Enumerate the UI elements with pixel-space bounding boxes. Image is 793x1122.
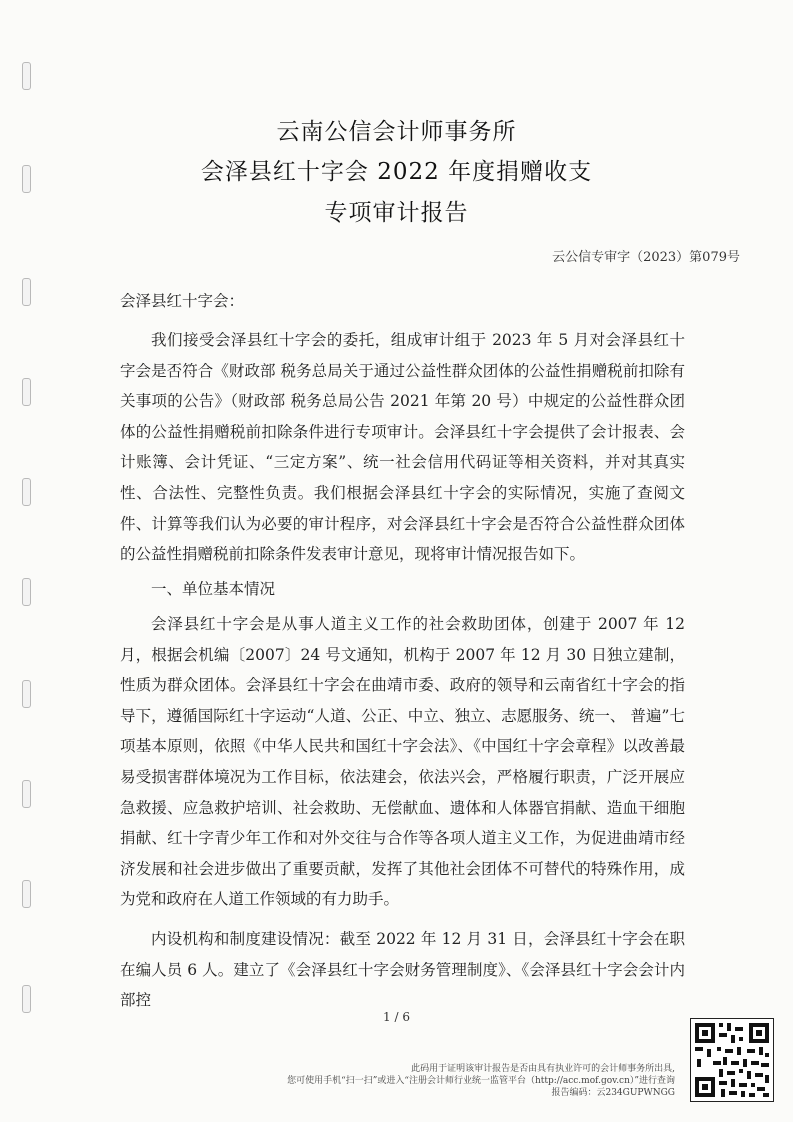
binding-hole xyxy=(22,378,31,406)
report-subtitle: 会泽县红十字会 2022 年度捐赠收支 xyxy=(200,159,593,185)
verification-instructions: 您可使用手机“扫一扫”或进入“注册会计师行业统一监管平台（http://acc.mof.gov.cn）”进行查询 xyxy=(287,1076,675,1086)
verification-notice: 此码用于证明该审计报告是否由具有执业许可的会计师事务所出具, xyxy=(411,1064,675,1074)
staffing-paragraph: 内设机构和制度建设情况：截至 2022 年 12 月 31 日，会泽县红十字会在职在编人员 6 人。建立了《会泽县红十字会财务管理制度》、《会泽县红十字会会计内部控 xyxy=(120,930,685,1010)
report-type: 专项审计报告 xyxy=(324,200,469,226)
binding-hole xyxy=(22,278,31,306)
binding-hole xyxy=(22,578,31,606)
firm-title: 云南公信会计师事务所 xyxy=(276,119,517,145)
intro-paragraph: 我们接受会泽县红十字会的委托，组成审计组于 2023 年 5 月对会泽县红十字会是否符合《财政部 税务总局关于通过公益性群众团体的公益性捐赠税前扣除有关事项的公告》（财政部 税务总局公告 2021 年第 20 号）中规定的公益性群众团体的公益性捐赠税前扣除条件进行专项审计。会泽县红十字会提供了会计报表、会计账簿、会计凭证、“三定方案”、统一社会信用代码证等相关资料，并对其真实性、合法性、完整性负责。我们根据会泽县红十字会的实际情况，实施了查阅文件、计算等我们认为必要的审计程序，对会泽县红十字会是否符合公益性群众团体的公益性捐赠税前扣除条件发表审计意见，现将审计情况报告如下。 xyxy=(120,331,685,564)
binding-hole xyxy=(22,985,31,1013)
qr-code[interactable] xyxy=(690,1018,774,1102)
section-heading: 一、单位基本情况 xyxy=(151,580,276,598)
binding-hole xyxy=(22,478,31,506)
binding-hole xyxy=(22,62,31,90)
qr-code-icon xyxy=(691,1019,773,1101)
addressee: 会泽县红十字会： xyxy=(120,292,245,310)
document-number: 云公信专审字（2023）第079号 xyxy=(552,250,740,265)
report-code: 报告编码：云234GUPWNGG xyxy=(551,1088,675,1098)
binding-hole xyxy=(22,880,31,908)
binding-hole xyxy=(22,780,31,808)
page-number: 1 / 6 xyxy=(383,1010,410,1024)
binding-hole xyxy=(22,680,31,708)
basic-info-paragraph: 会泽县红十字会是从事人道主义工作的社会救助团体，创建于 2007 年 12 月，根据会机编〔2007〕24 号文通知，机构于 2007 年 12 月 30 日独立建制，性质为群众团体。会泽县红十字会在曲靖市委、政府的领导和云南省红十字会的指导下，遵循国际红十字运动“人道、公正、中立、独立、志愿服务、统一、 普遍”七项基本原则，依照《中华人民共和国红十字会法》、《中国红十字会章程》以改善最易受损害群体境况为工作目标，依法建会，依法兴会，严格履行职责，广泛开展应急救援、应急救护培训、社会救助、无偿献血、遗体和人体器官捐献、造血干细胞捐献、红十字青少年工作和对外交往与合作等各项人道主义工作，为促进曲靖市经济发展和社会进步做出了重要贡献，发挥了其他社会团体不可替代的特殊作用，成为党和政府在人道工作领域的有力助手。 xyxy=(120,615,685,909)
